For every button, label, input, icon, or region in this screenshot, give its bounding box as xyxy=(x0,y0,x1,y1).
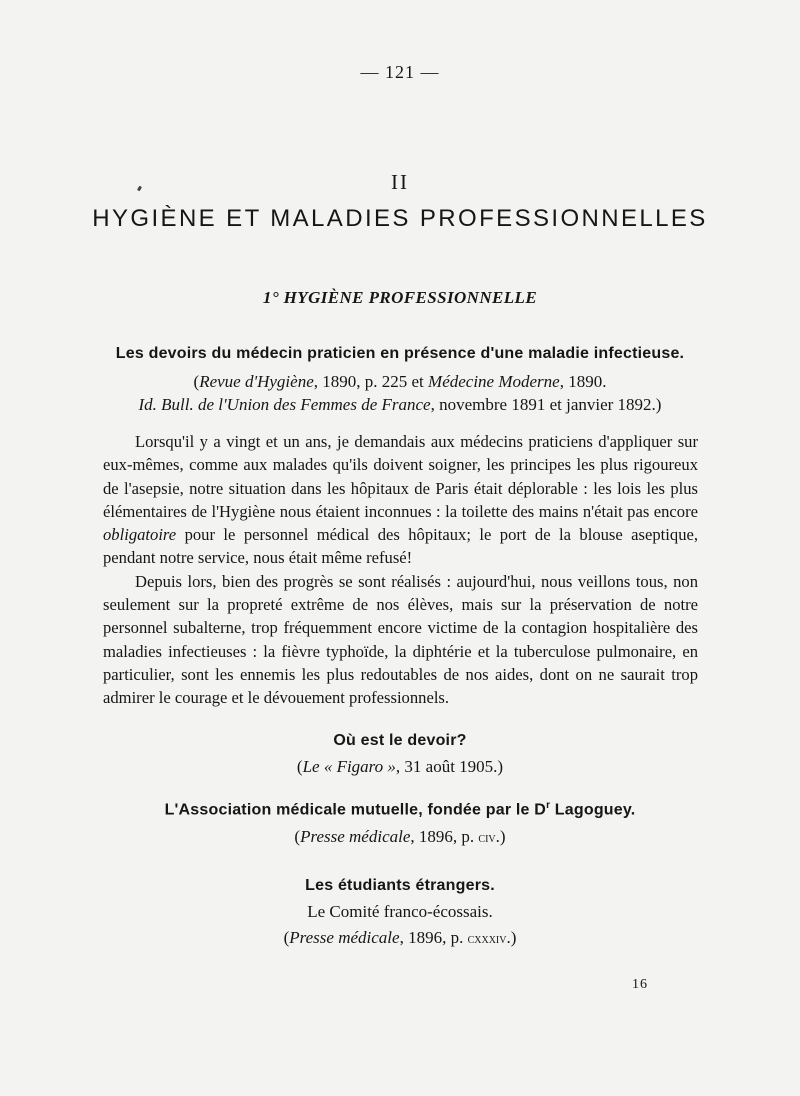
paragraph-text: pour le personnel médical des hôpitaux; le port de la blouse aseptique, pendant notre service, nous était même refusé! xyxy=(103,525,698,568)
ref-page: civ xyxy=(478,831,496,846)
ref-paren: ( xyxy=(283,928,290,947)
paragraph: Depuis lors, bien des progrès se sont réalisés : aujourd'hui, nous veillons tous, non seulement sur la propreté extrême de nos élèves, mais sur la préservation de notre personnel subalterne, trop fréquemment encore victime de la contagion hospitalière des maladies infectieuses : la fièvre typhoïde, la diphtérie et la tuberculose pulmonaire, en particulier, sont les ennemis les plus redoutables de nos aides, dont on ne saurait trop admirer le courage et le dévouement professionnels. xyxy=(103,571,698,708)
ref-details: , 1896, p. xyxy=(399,928,468,947)
section-title: 1° HYGIÈNE PROFESSIONNELLE xyxy=(262,288,538,307)
article-reference-line-2 xyxy=(0,393,800,416)
ref-details: , 1896, p. xyxy=(410,827,479,846)
ref-details: , 31 août 1905.) xyxy=(395,757,504,776)
ref-journal: Presse médicale xyxy=(289,928,400,947)
ref-details: , novembre 1891 et janvier 1892.) xyxy=(430,395,662,414)
article-heading-duty: Où est le devoir? xyxy=(333,732,467,749)
ref-paren: ( xyxy=(296,757,303,776)
article-heading-foreign-students: Les étudiants étrangers. xyxy=(305,877,495,894)
ref-details: , 1890, p. 225 et xyxy=(313,372,429,391)
article-heading-association xyxy=(0,800,800,819)
article-reference xyxy=(0,755,800,778)
ref-journal: Médecine Moderne xyxy=(428,372,560,391)
ref-details: .) xyxy=(506,928,517,947)
paragraph-text: Lorsqu'il y a vingt et un ans, je demandais aux médecins praticiens d'appliquer sur eux-mêmes, comme aux malades qu'ils doivent soigner, les principes les plus rigoureux de l'asepsie, notre situation dans les hôpitaux de Paris était déplorable : les lois les plus élémentaires de l'Hygiène nous étaient inconnues : la toilette des mains n'était pas encore xyxy=(103,432,698,521)
ref-page: cxxxiv xyxy=(467,932,507,947)
paragraph xyxy=(103,430,698,570)
running-head: — 121 — xyxy=(360,62,440,82)
article-reference xyxy=(0,825,800,850)
article-body xyxy=(103,430,698,710)
article-heading-duties: Les devoirs du médecin praticien en présence d'une maladie infectieuse. xyxy=(115,345,685,362)
ref-details: , 1890. xyxy=(559,372,607,391)
heading-text: Lagoguey. xyxy=(550,801,636,819)
ref-journal: Id. Bull. de l'Union des Femmes de France xyxy=(138,395,431,414)
chapter-title: HYGIÈNE ET MALADIES PROFESSIONNELLES xyxy=(92,205,708,232)
chapter-number: II xyxy=(391,170,409,194)
folio-signature: 16 xyxy=(632,977,648,992)
heading-superscript: r xyxy=(546,800,551,811)
ref-journal: Presse médicale xyxy=(300,827,411,846)
ref-paren: ( xyxy=(193,372,200,391)
ref-journal: Revue d'Hygiène xyxy=(199,372,314,391)
ref-paren: ( xyxy=(294,827,301,846)
ref-journal: Le « Figaro » xyxy=(302,757,396,776)
article-reference xyxy=(0,926,800,951)
heading-text: L'Association médicale mutuelle, fondée par le D xyxy=(164,801,547,819)
emphasis-text: obligatoire xyxy=(103,525,177,545)
article-subtitle: Le Comité franco-écossais. xyxy=(307,902,493,921)
article-reference-line-1 xyxy=(0,370,800,393)
ref-details: .) xyxy=(495,827,506,846)
